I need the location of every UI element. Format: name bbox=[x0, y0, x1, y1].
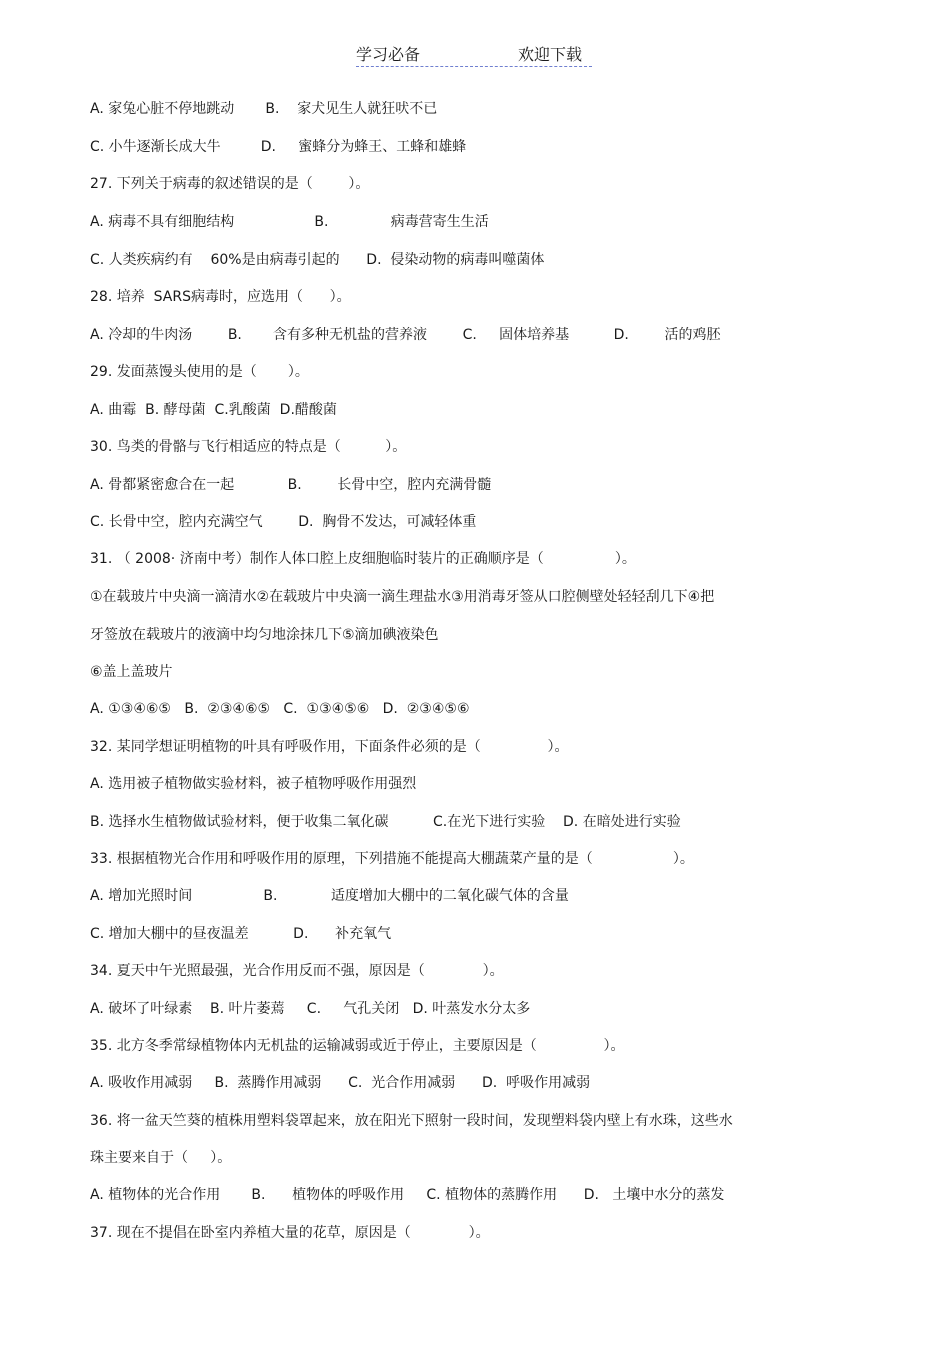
header-right-text: 欢迎下载 bbox=[518, 45, 583, 64]
question-34: 34. 夏天中午光照最强，光合作用反而不强，原因是（ ）。 bbox=[90, 963, 504, 979]
text-line: A. 选用被子植物做实验材料，被子植物呼吸作用强烈 bbox=[90, 776, 417, 792]
text-line: C. 长骨中空，腔内充满空气 D. 胸骨不发达，可减轻体重 bbox=[90, 514, 477, 530]
text-line: ⑥盖上盖玻片 bbox=[90, 664, 173, 680]
question-32: 32. 某同学想证明植物的叶具有呼吸作用，下面条件必须的是（ ）。 bbox=[90, 739, 569, 755]
text-line: A. 增加光照时间 B. 适度增加大棚中的二氧化碳气体的含量 bbox=[90, 888, 569, 904]
text-line: A. 家兔心脏不停地跳动 B. 家犬见生人就狂吠不已 bbox=[90, 101, 438, 117]
text-line: A. 骨都紧密愈合在一起 B. 长骨中空，腔内充满骨髓 bbox=[90, 477, 492, 493]
text-line: A. ①③④⑥⑤ B. ②③④⑥⑤ C. ①③④⑤⑥ D. ②③④⑤⑥ bbox=[90, 701, 470, 717]
header-left-text: 学习必备 bbox=[356, 45, 421, 64]
question-33: 33. 根据植物光合作用和呼吸作用的原理，下列措施不能提高大棚蔬菜产量的是（ ）。 bbox=[90, 851, 694, 867]
question-37: 37. 现在不提倡在卧室内养植大量的花草，原因是（ ）。 bbox=[90, 1225, 490, 1241]
question-31: 31. （ 2008· 济南中考）制作人体口腔上皮细胞临时装片的正确顺序是（ ）。 bbox=[90, 551, 636, 567]
page-header bbox=[356, 40, 592, 67]
text-line: 牙签放在载玻片的液滴中均匀地涂抹几下⑤滴加碘液染色 bbox=[90, 627, 439, 643]
text-line: B. 选择水生植物做试验材料，便于收集二氧化碳 C.在光下进行实验 D. 在暗处进行实验 bbox=[90, 814, 681, 830]
text-line: C. 增加大棚中的昼夜温差 D. 补充氧气 bbox=[90, 926, 392, 942]
text-line: 珠主要来自于（ ）。 bbox=[90, 1150, 232, 1166]
text-line: A. 吸收作用减弱 B. 蒸腾作用减弱 C. 光合作用减弱 D. 呼吸作用减弱 bbox=[90, 1075, 591, 1091]
text-line: A. 破坏了叶绿素 B. 叶片萎蔫 C. 气孔关闭 D. 叶蒸发水分太多 bbox=[90, 1001, 531, 1017]
text-line: A. 曲霉 B. 酵母菌 C.乳酸菌 D.醋酸菌 bbox=[90, 402, 337, 418]
question-36: 36. 将一盆天竺葵的植株用塑料袋罩起来，放在阳光下照射一段时间，发现塑料袋内壁上有水珠，这些水 bbox=[90, 1113, 733, 1129]
question-27: 27. 下列关于病毒的叙述错误的是（ ）。 bbox=[90, 176, 370, 192]
text-line: C. 小牛逐渐长成大牛 D. 蜜蜂分为蜂王、工蜂和雄蜂 bbox=[90, 139, 467, 155]
question-30: 30. 鸟类的骨骼与飞行相适应的特点是（ ）。 bbox=[90, 439, 407, 455]
text-line: ①在载玻片中央滴一滴清水②在载玻片中央滴一滴生理盐水③用消毒牙签从口腔侧壁处轻轻刮几下④把 bbox=[90, 589, 715, 605]
text-line: A. 病毒不具有细胞结构 B. 病毒营寄生生活 bbox=[90, 214, 489, 230]
text-line: A. 冷却的牛肉汤 B. 含有多种无机盐的营养液 C. 固体培养基 D. 活的鸡胚 bbox=[90, 327, 721, 343]
question-28: 28. 培养 SARS病毒时，应选用（ ）。 bbox=[90, 289, 351, 305]
text-line: C. 人类疾病约有 60%是由病毒引起的 D. 侵染动物的病毒叫噬菌体 bbox=[90, 252, 545, 268]
question-29: 29. 发面蒸馒头使用的是（ ）。 bbox=[90, 364, 309, 380]
text-line: A. 植物体的光合作用 B. 植物体的呼吸作用 C. 植物体的蒸腾作用 D. 土壤中水分的蒸发 bbox=[90, 1187, 725, 1203]
question-35: 35. 北方冬季常绿植物体内无机盐的运输减弱或近于停止，主要原因是（ ）。 bbox=[90, 1038, 625, 1054]
